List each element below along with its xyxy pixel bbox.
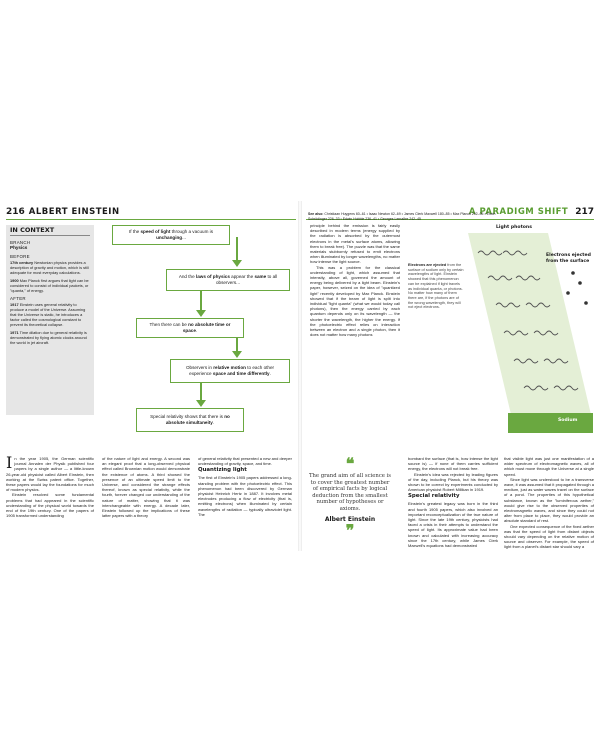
flow-step-1: If the speed of light through a vacuum is unchanging...	[112, 225, 230, 245]
before-entry: 17th century Newtonian physics provides a description of gravity and motion, which is still adequate for most everyday calculations.	[10, 260, 89, 275]
left-body-column-3: of general relativity that presented a new and deeper understanding of gravity, space, and time. Quantizing light The first of Einstein's 1905 papers addressed a long-standing problem with the photoelectric effect. This phenomenon had been discovered by German physicist Heinrich Hertz in 1887. It involves metal electrodes producing a flow of electricity (that is, emitting electrons) when illuminated by certain wavelengths of radiation — typically ultraviolet light. The	[198, 456, 292, 517]
photoelectric-diagram	[408, 223, 598, 449]
flow-arrow-stem	[200, 383, 202, 401]
diagram-caption: Electrons are ejected from the surface of sodium only by certain wavelengths of light. Einstein showed that this phenomenon can be explained if light travels as individual quanta, or photons. No matter how many of them there are, if the photons are of the wrong wavelength, they will not eject electrons.	[408, 263, 464, 310]
label-electrons-ejected: Electrons ejected from the surface	[546, 253, 591, 264]
close-quote-icon: ❞	[345, 520, 355, 540]
after-entry: 1917 Einstein uses general relativity to produce a model of the Universe. Assuming that the Universe is static, he introduces a factor called the cosmological constant to prevent its theoretical collapse.	[10, 302, 86, 327]
right-body-column-2: bombard the surface (that is, how intense the light source is) — if none of them carries sufficient energy, the electrons will not break free. Einstein's idea was rejected by leading figures of the day, including Planck, but his theory was shown to be correct by experiments conducted by American physicist Robert Millikan in 1919. Special relativity Einstein's greatest legacy was born in the third and fourth 1905 papers, which also involved an important reconceptualization of the true nature of light. Since the late 19th century, physicists had faced a crisis in their attempts to understand the speed of light. Its approximate value had been known and calculated with increasing accuracy since the 17th century, while James Clerk Maxwell's equations had demonstrated	[408, 456, 498, 549]
electron-icon	[578, 281, 582, 285]
flow-arrow-down-icon	[196, 310, 206, 317]
flowchart	[100, 223, 295, 435]
flow-arrow-down-icon	[232, 260, 242, 267]
electron-dots	[566, 271, 588, 305]
electron-icon	[584, 301, 588, 305]
left-page	[0, 201, 300, 551]
before-entry: 1900 Max Planck first argues that light can be considered to consist of individual packets, or "quanta," of energy.	[10, 278, 89, 293]
branch-value: Physics	[10, 245, 28, 250]
flow-arrow-down-icon	[196, 400, 206, 407]
quote-author: Albert Einstein	[324, 515, 376, 523]
right-body-column-1-top: principle behind the emission is fairly easily described in modern terms (energy supplied by the radiation is absorbed by the outermost electrons in the metal's surface atoms, allowing them to break free). The puzzle was that the same materials stubbornly refused to emit electrons when illuminated by longer wavelengths, no matter how intense the light source. This was a problem for the classical understanding of light, which assumed that intensity, above all, governed the amount of energy being delivered by a light beam. Einstein's paper, however, seized on the idea of "quantized light" recently developed by Max Planck. Einstein showed that if the beam of light is split into individual "light quanta" (what we would today call photons), then the energy carried by each quantum depends only on its wavelength — the shorter the wavelength, the higher the energy. If the photoelectric effect relies on interaction between an electron and a single photon, then it does not matter how many photons	[310, 223, 400, 338]
flow-arrow-stem	[200, 291, 202, 311]
flow-step-3: Then there can be no absolute time or space.	[136, 318, 244, 338]
page-number-left: 216	[6, 207, 25, 217]
open-quote-icon: ❝	[345, 454, 355, 473]
electron-icon	[566, 291, 570, 295]
left-body-column-1: In the year 1905, the German scientific journal Annalen der Physik published four papers by a single author — a little-known 26-year-old physicist called Albert Einstein, then working at the Swiss patent office. Together, these papers would lay the foundations for much of modern physics. Einstein resolved some fundamental problems that had appeared in the scientific understanding of the physical world towards the end of the 19th century. One of the papers of 1905 transformed understanding	[6, 453, 94, 519]
book-spread	[0, 201, 600, 551]
label-sodium: Sodium	[558, 418, 578, 423]
right-page	[300, 201, 600, 551]
quote-text: The grand aim of all science is to cover the greatest number of empirical facts by logical deduction from the smallest number of hypotheses or axioms.	[308, 473, 392, 512]
flow-step-5: Special relativity shows that there is no absolute simultaneity.	[136, 408, 244, 432]
flow-step-4: Observers in relative motion to each other experience space and time differently.	[170, 359, 290, 383]
left-body-column-2: of the nature of light and energy. A second was an elegant proof that a long-observed physical effect called Brownian motion would demonstrate the existence of atoms. A third showed the presence of an ultimate speed limit to the Universe, and considered the strange effects thereof, known as special relativity, while the fourth, forever changed our understanding of the nature of matter, showing that it was interchangeable with energy. A decade later, Einstein followed up the implications of these latter papers with a theory	[102, 456, 190, 519]
after-entry: 1971 Time dilation due to general relativity is demonstrated by flying atomic clocks around the world in jet aircraft.	[10, 330, 87, 345]
drop-cap: I	[6, 453, 13, 472]
page-number-right: 217	[575, 207, 594, 217]
flow-arrow-stem	[236, 338, 238, 352]
see-also: See also: Christiaan Huygens 60–61 • Isaac Newton 62–69 • James Clerk Maxwell 180–85 • Max Planck 202–05 • Erwin Schrödinger 226–33 • Edwin Hubble 236–41 • Georges Lemaître 242–45	[308, 212, 496, 221]
subhead-quantizing-light: Quantizing light	[198, 467, 247, 474]
left-page-header	[6, 207, 120, 217]
right-body-column-3: that visible light was just one manifestation of a wider spectrum of electromagnetic waves, all of which must move through the Universe at a single speed. Since light was understood to be a transverse wave, it was assumed that it propagated through a medium, just as water waves travel on the surface of a pond. The properties of this hypothetical substance, known as the "luminiferous aether," would give rise to the observed properties of electromagnetic waves, and since they could not alter from place to place, they would provide an absolute standard of rest. One expected consequence of the fixed aether was that the speed of light from distant objects should vary depending on the relative motion of source and observer. For example, the speed of light from a planet's distant star should vary a	[504, 456, 594, 550]
chapter-title-right: A PARADIGM SHIFT	[468, 207, 569, 217]
subhead-special-relativity: Special relativity	[408, 493, 460, 500]
flow-step-2: And the laws of physics appear the same to all observers...	[166, 269, 290, 291]
branch-label: BRANCH	[10, 240, 31, 245]
before-label: BEFORE	[10, 254, 30, 259]
flow-arrow-down-icon	[232, 351, 242, 358]
pull-quote	[308, 454, 392, 540]
electron-icon	[571, 271, 575, 275]
label-light-photons: Light photons	[496, 225, 532, 230]
flow-arrow-stem	[236, 237, 238, 261]
after-label: AFTER	[10, 296, 26, 301]
chapter-title-left: ALBERT EINSTEIN	[28, 207, 120, 217]
sodium-plate	[508, 413, 593, 433]
in-context-box	[6, 225, 94, 415]
header-rule-left	[6, 219, 296, 220]
in-context-heading: IN CONTEXT	[10, 228, 90, 236]
